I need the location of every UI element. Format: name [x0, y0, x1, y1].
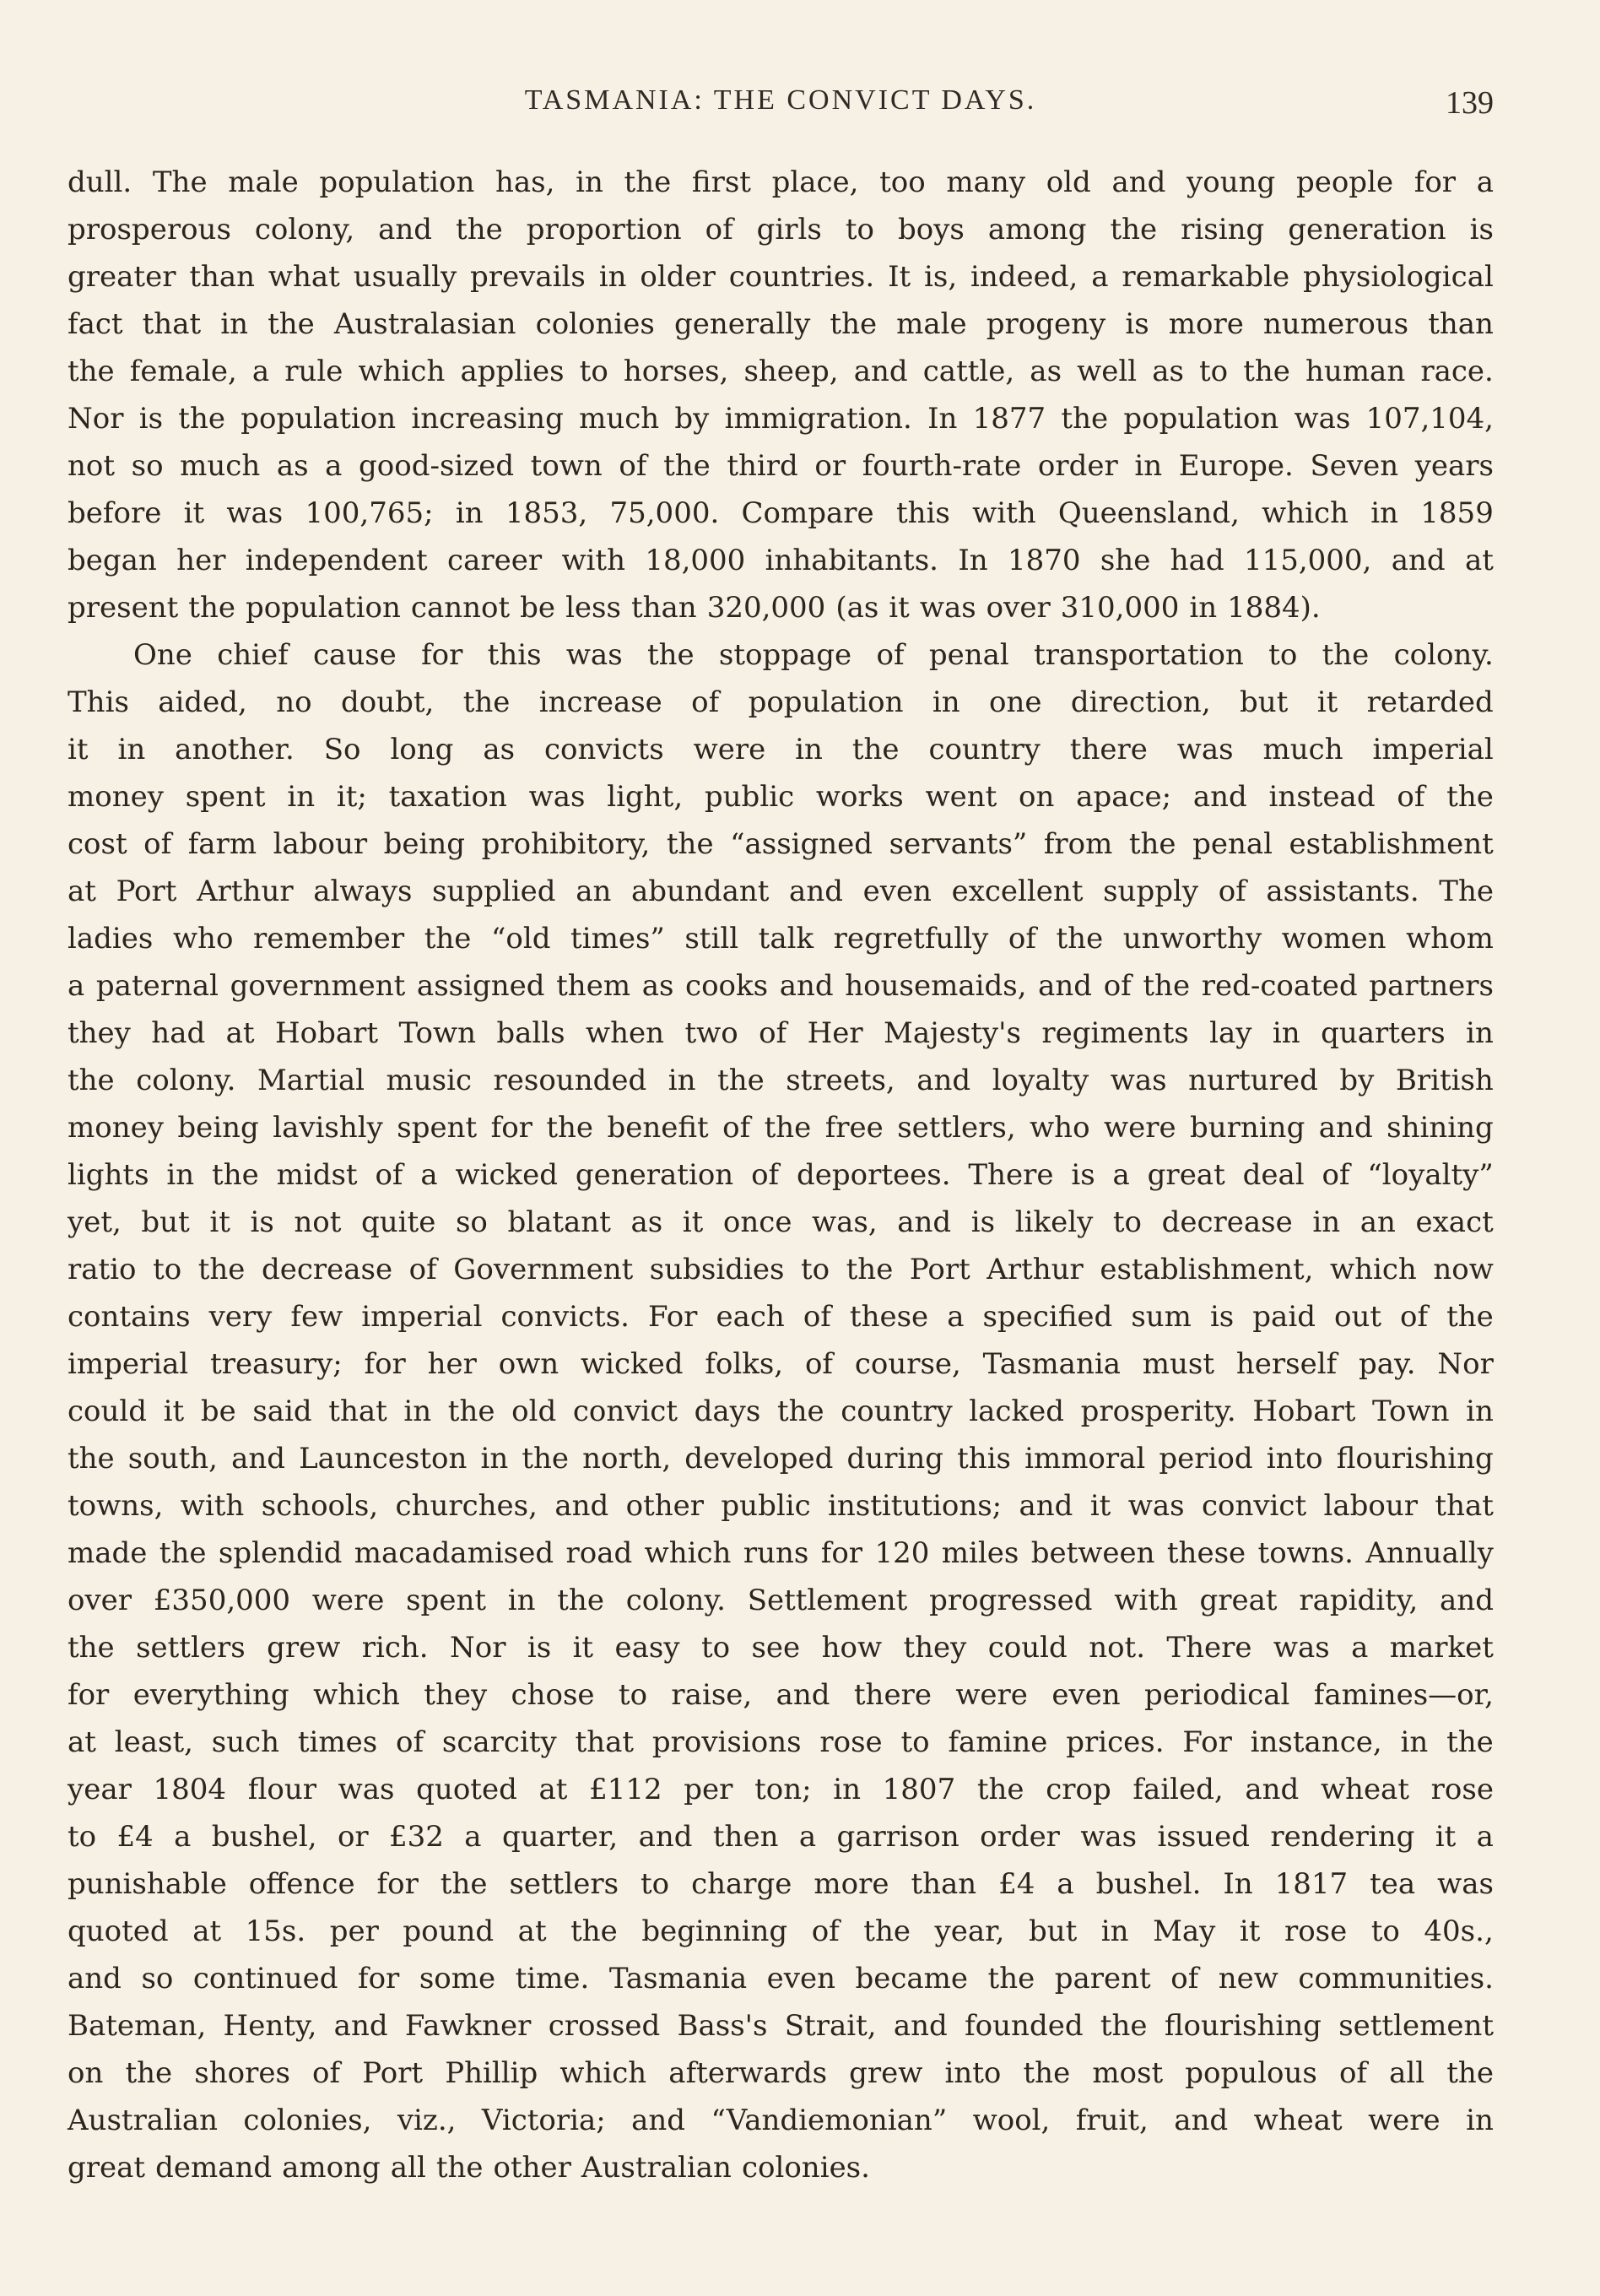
text-line: before it was 100,765; in 1853, 75,000. Compare this with Queensland, which in 1859 [68, 496, 1494, 530]
text-line: cost of farm labour being prohibitory, the “assigned servants” from the penal establishment [68, 827, 1494, 861]
text-line: quoted at 15s. per pound at the beginning of the year, but in May it rose to 40s., [68, 1914, 1494, 1948]
text-line: began her independent career with 18,000 inhabitants. In 1870 she had 115,000, and at [68, 544, 1494, 577]
text-line: they had at Hobart Town balls when two of Her Majesty's regiments lay in quarters in [68, 1016, 1494, 1050]
text-line: the south, and Launceston in the north, developed during this immoral period into flourishing [68, 1442, 1494, 1476]
text-line: This aided, no doubt, the increase of population in one direction, but it retarded [68, 685, 1494, 719]
text-line: contains very few imperial convicts. For each of these a specified sum is paid out of the [68, 1300, 1494, 1334]
text-line: fact that in the Australasian colonies generally the male progeny is more numerous than [68, 307, 1494, 341]
text-line: made the splendid macadamised road which runs for 120 miles between these towns. Annually [68, 1536, 1494, 1570]
text-line: yet, but it is not quite so blatant as it once was, and is likely to decrease in an exact [68, 1205, 1494, 1239]
text-line: towns, with schools, churches, and other public institutions; and it was convict labour that [68, 1489, 1494, 1523]
text-line: at Port Arthur always supplied an abundant and even excellent supply of assistants. The [68, 875, 1494, 908]
text-line: over £350,000 were spent in the colony. Settlement progressed with great rapidity, and [68, 1584, 1494, 1617]
text-line: One chief cause for this was the stoppage of penal transportation to the colony. [133, 638, 1494, 672]
text-line: a paternal government assigned them as cooks and housemaids, and of the red-coated partners [68, 969, 1494, 1003]
text-line: Bateman, Henty, and Fawkner crossed Bass's Strait, and founded the flourishing settlement [68, 2009, 1494, 2043]
running-title: TASMANIA: THE CONVICT DAYS. [524, 84, 1037, 116]
text-line: ladies who remember the “old times” still talk regretfully of the unworthy women whom [68, 922, 1494, 956]
text-line: Australian colonies, viz., Victoria; and “Vandiemonian” wool, fruit, and wheat were in [68, 2104, 1494, 2137]
text-line: could it be said that in the old convict days the country lacked prosperity. Hobart Town in [68, 1394, 1494, 1428]
text-line: money being lavishly spent for the benefit of the free settlers, who were burning and shining [68, 1111, 1494, 1145]
text-line: great demand among all the other Australian colonies. [68, 2151, 870, 2185]
text-line: greater than what usually prevails in older countries. It is, indeed, a remarkable physiological [68, 260, 1494, 294]
text-line: imperial treasury; for her own wicked folks, of course, Tasmania must herself pay. Nor [68, 1347, 1494, 1381]
text-line: present the population cannot be less than 320,000 (as it was over 310,000 in 1884). [68, 591, 1321, 625]
text-line: the settlers grew rich. Nor is it easy to see how they could not. There was a market [68, 1631, 1494, 1665]
text-line: on the shores of Port Phillip which afterwards grew into the most populous of all the [68, 2056, 1494, 2090]
page-number: 139 [1446, 85, 1494, 121]
text-line: it in another. So long as convicts were in the country there was much imperial [68, 733, 1494, 766]
running-head [68, 84, 1494, 127]
text-line: at least, such times of scarcity that provisions rose to famine prices. For instance, in the [68, 1725, 1494, 1759]
text-line: prosperous colony, and the proportion of girls to boys among the rising generation is [68, 213, 1494, 246]
text-line: dull. The male population has, in the first place, too many old and young people for a [68, 165, 1494, 199]
text-line: the female, a rule which applies to horses, sheep, and cattle, as well as to the human race. [68, 355, 1494, 388]
text-line: and so continued for some time. Tasmania even became the parent of new communities. [68, 1962, 1494, 1995]
text-line: not so much as a good-sized town of the third or fourth-rate order in Europe. Seven years [68, 449, 1494, 483]
text-line: punishable offence for the settlers to charge more than £4 a bushel. In 1817 tea was [68, 1867, 1494, 1901]
text-line: for everything which they chose to raise, and there were even periodical famines—or, [68, 1678, 1494, 1712]
body-text [68, 159, 1494, 2191]
text-line: year 1804 flour was quoted at £112 per ton; in 1807 the crop failed, and wheat rose [68, 1773, 1494, 1806]
text-line: the colony. Martial music resounded in the streets, and loyalty was nurtured by British [68, 1064, 1494, 1097]
text-line: Nor is the population increasing much by immigration. In 1877 the population was 107,104, [68, 402, 1494, 436]
text-line: ratio to the decrease of Government subsidies to the Port Arthur establishment, which now [68, 1253, 1494, 1286]
text-line: to £4 a bushel, or £32 a quarter, and then a garrison order was issued rendering it a [68, 1820, 1494, 1854]
text-line: lights in the midst of a wicked generation of deportees. There is a great deal of “loyalty” [68, 1158, 1494, 1192]
text-line: money spent in it; taxation was light, public works went on apace; and instead of the [68, 780, 1494, 814]
